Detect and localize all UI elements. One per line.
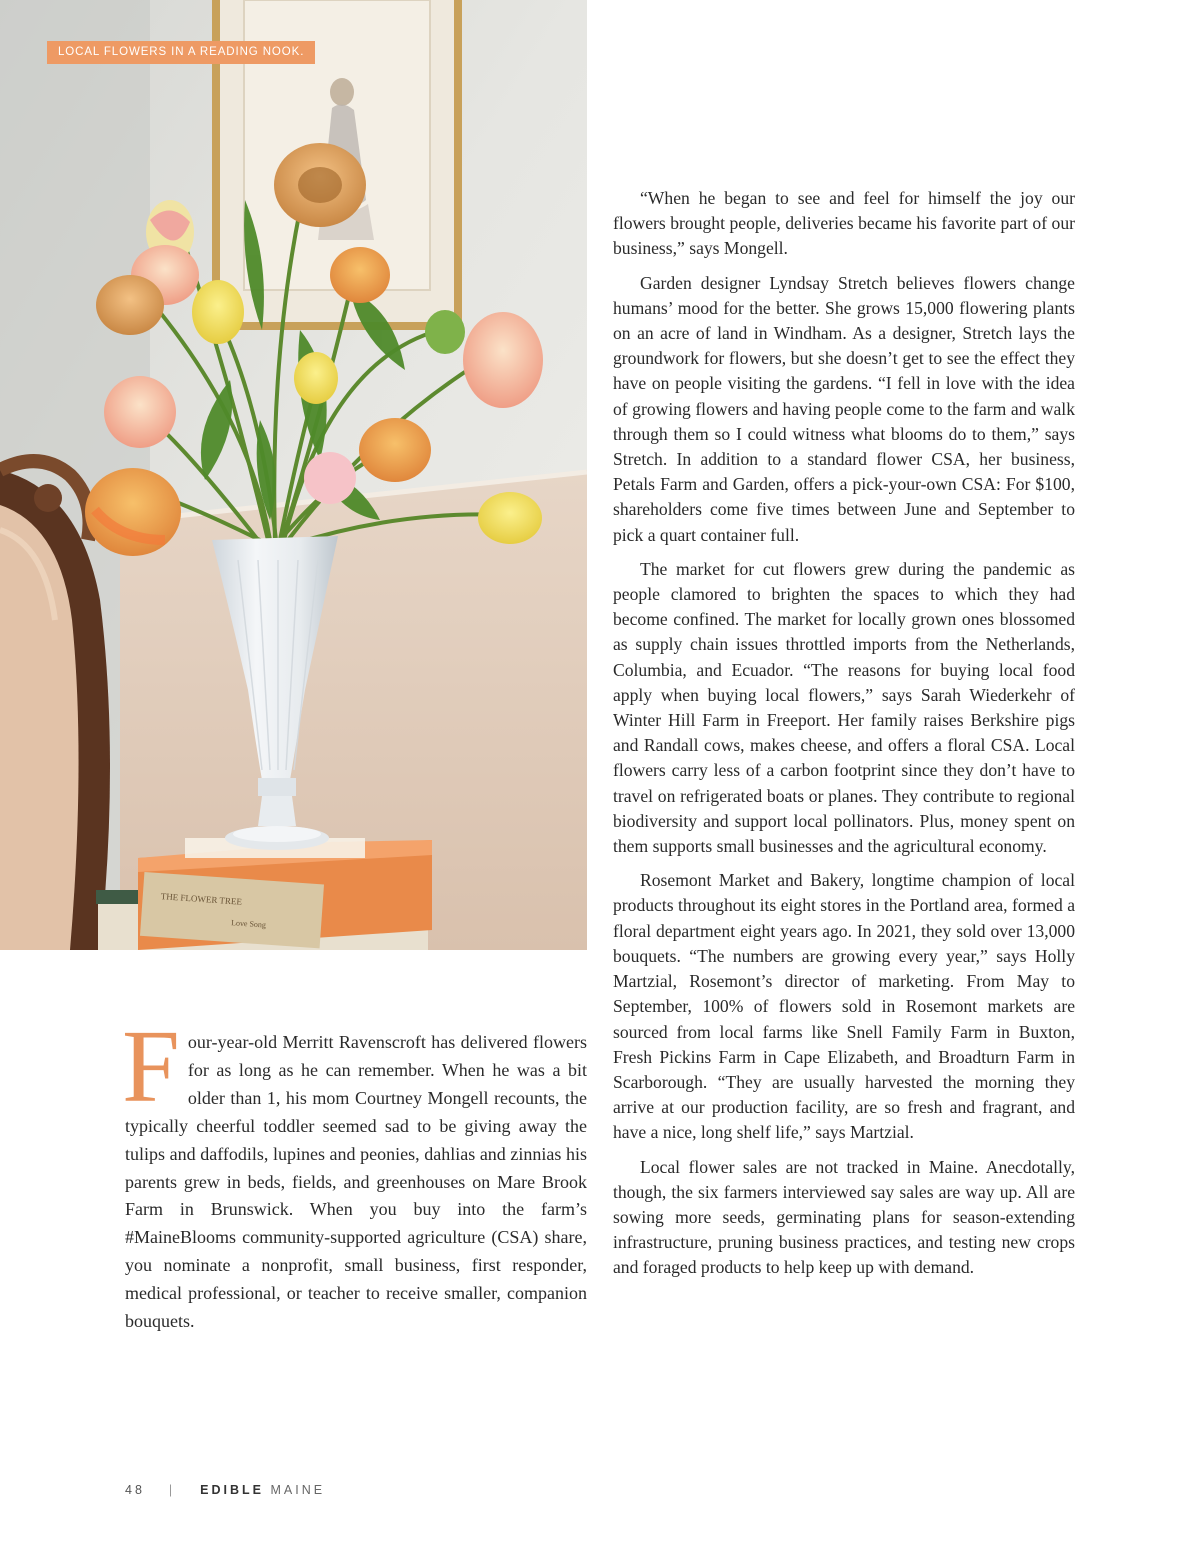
- drop-cap: F: [122, 1009, 180, 1124]
- paragraph-mongell-quote: “When he began to see and feel for himself the joy our flowers brought people, deliveries became his favorite part of our business,” says Mongell.: [613, 188, 1075, 259]
- book-spine-text: THE FLOWER TREE: [160, 891, 243, 907]
- footer-separator: |: [168, 1483, 173, 1497]
- opening-paragraph-text: our-year-old Merritt Ravenscroft has delivered flowers for as long as he can remember. When he was a bit older than 1, his mom Courtney Mongell recounts, the typically cheerful toddler seemed sad to be giving away the tulips and daffodils, lupines and peonies, dahlias and zinnias his parents grew in beds, fields, and greenhouses on Mare Brook Farm in Brunswick. When you buy into the farm’s #MaineBlooms community-supported agriculture (CSA) share, you nominate a nonprofit, small business, first responder, medical professional, or teacher to receive smaller, companion bouquets.: [125, 1032, 587, 1332]
- book-label-text: Love Song: [230, 918, 267, 930]
- opening-paragraph: [122, 1009, 587, 1336]
- magazine-brand: EDIBLE: [200, 1483, 264, 1497]
- photo-caption: LOCAL FLOWERS IN A READING NOOK.: [47, 41, 315, 64]
- paragraph-stretch: Garden designer Lyndsay Stretch believes flowers change humans’ mood for the better. She grows 15,000 flowering plants on an acre of land in Windham. As a designer, Stretch lays the groundwork for flowers, but she doesn’t get to see the effect they have on people visiting the gardens. “I fell in love with the idea of growing flowers and having people come to the farm and walk through them so I could witness what blooms do to them,” says Stretch. In addition to a standard flower CSA, her business, Petals Farm and Garden, offers a pick-your-own CSA: For $100, shareholders come five times between June and September to pick a quart container full.: [613, 272, 1075, 545]
- paragraph-sales: Local flower sales are not tracked in Maine. Anecdotally, though, the six farmers interviewed say sales are way up. All are sowing more seeds, germinating plans for season-extending infrastructure, pruning business practices, and testing new crops and foraged products to help keep up with demand.: [613, 1156, 1075, 1278]
- paragraph-pandemic-market: The market for cut flowers grew during the pandemic as people clamored to brighten the spaces to which they had become confined. The market for locally grown ones blossomed as supply chain issues throttled imports from the Netherlands, Columbia, and Ecuador. “The reasons for buying local food apply when buying local flowers,” says Sarah Wiederkehr of Winter Hill Farm in Freeport. Her family raises Berkshire pigs and Randall cows, makes cheese, and offers a floral CSA. Local flowers carry less of a carbon footprint since they don’t have to travel on refrigerated boats or planes. They contribute to regional biodiversity and support local pollinators. Plus, money spent on them supports small businesses and the agricultural economy.: [613, 558, 1075, 857]
- page-number: 48: [125, 1483, 145, 1497]
- page-footer: [125, 1483, 325, 1497]
- article-left-column: [122, 1009, 587, 1345]
- flowers-in-vase-illustration: [0, 0, 587, 950]
- paragraph-rosemont: Rosemont Market and Bakery, longtime champion of local products throughout its eight stores in the Portland area, formed a floral department eight years ago. In 2021, they sold over 13,000 bouquets. “The numbers are growing every year,” says Holly Martzial, Rosemont’s director of marketing. From May to September, 100% of flowers sold in Rosemont markets are sourced from local farms like Snell Family Farm in Buxton, Fresh Pickins Farm in Cape Elizabeth, and Broadturn Farm in Scarborough. “They are usually harvested the morning they arrive at our production facility, are so fresh and fragrant, and have a nice, long shelf life,” says Martzial.: [613, 870, 1075, 1143]
- article-photo: [0, 0, 587, 950]
- article-right-column: [613, 186, 1075, 1290]
- magazine-region: MAINE: [270, 1483, 326, 1497]
